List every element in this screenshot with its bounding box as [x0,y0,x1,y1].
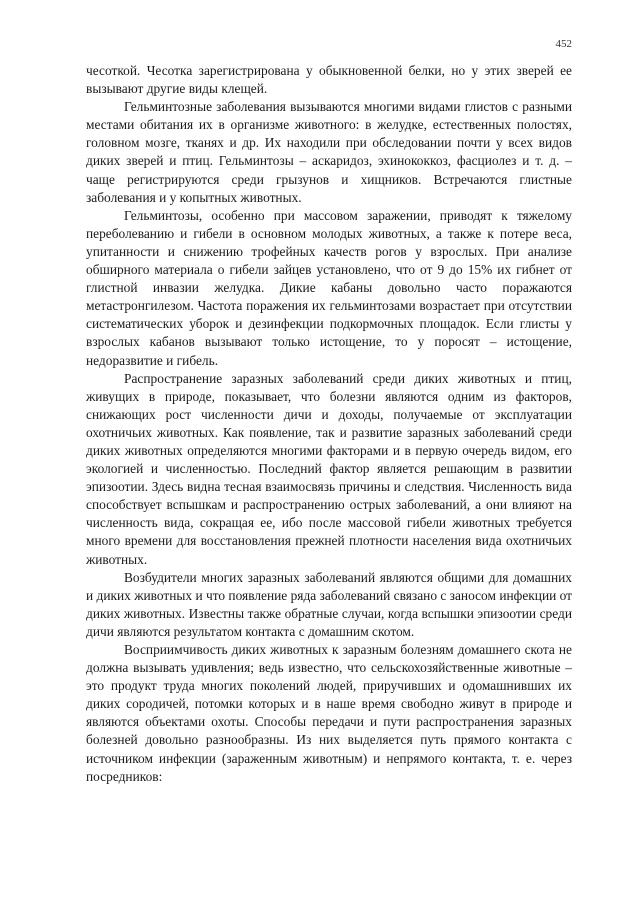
paragraph-helminth-diseases: Гельминтозные заболевания вызываются многими видами глистов с разными местами обитания их в организме животного: в желудке, естественных полостях, головном мозге, тканях и др. Их находили при обследовании почти у всех видов диких зверей и птиц. Гельминтозы – аскаридоз, эхинококкоз, фасциолез и т. д. – чаще регистрируются среди грызунов и хищников. Встречаются глистные заболевания и у копытных животных. [86,99,572,205]
paragraph-susceptibility: Восприимчивость диких животных к заразным болезням домашнего скота не должна вызывать удивления; ведь известно, что сельскохозяйственные животные – это продукт труда многих поколений людей, приручивших и одомашнивших их диких сородичей, потомки которых и в наше время свободно живут в природе и являются объектами охоты. Способы передачи и пути распространения заразных болезней довольно разнообразны. Из них выделяется путь прямого контакта с источником инфекции (зараженным животным) и непрямого контакта, т. е. через посредников: [86,642,572,784]
paragraph-helminth-effects: Гельминтозы, особенно при массовом заражении, приводят к тяжелому переболеванию и гибели в основном молодых животных, а также к потере веса, упитанности и снижению трофейных качеств рогов у взрослых. При анализе обширного материала о гибели зайцев установлено, что от 9 до 15% их гибнет от глистной инвазии желудка. Дикие кабаны довольно часто поражаются метастронгилезом. Частота поражения их гельминтозами возрастает при отсутствии систематических уборок и дезинфекции подкормочных площадок. Если глисты у взрослых кабанов вызывают только истощение, то у поросят – истощение, недоразвитие и гибель. [86,207,572,368]
paragraph-common-pathogens: Возбудители многих заразных заболеваний являются общими для домашних и диких животных и что появление ряда заболеваний связано с заносом инфекции от диких животных. Известны также обратные случаи, когда вспышки эпизоотии среди дичи являются результатом контакта с домашним скотом. [86,569,572,639]
page-number: 452 [555,38,572,50]
paragraph-scabies-continuation: чесоткой. Чесотка зарегистрирована у обыкновенной белки, но у этих зверей ее вызывают другие виды клещей. [86,63,572,97]
body-text [86,62,572,786]
paragraph-disease-spread: Распространение заразных заболеваний среди диких животных и птиц, живущих в природе, показывает, что болезни являются одним из факторов, снижающих рост численности дичи и доходы, получаемые от эксплуатации охотничьих животных. Как появление, так и развитие заразных заболеваний среди диких животных определяются многими факторами и в первую очередь видом, его экологией и численностью. Последний фактор является решающим в развитии эпизоотии. Здесь видна тесная взаимосвязь причины и следствия. Численность вида способствует вспышкам и распространению острых заболеваний, а они влияют на численность вида, сокращая ее, ибо после массовой гибели животных требуется много времени для восстановления прежней плотности населения вида охотничьих животных. [86,370,572,567]
